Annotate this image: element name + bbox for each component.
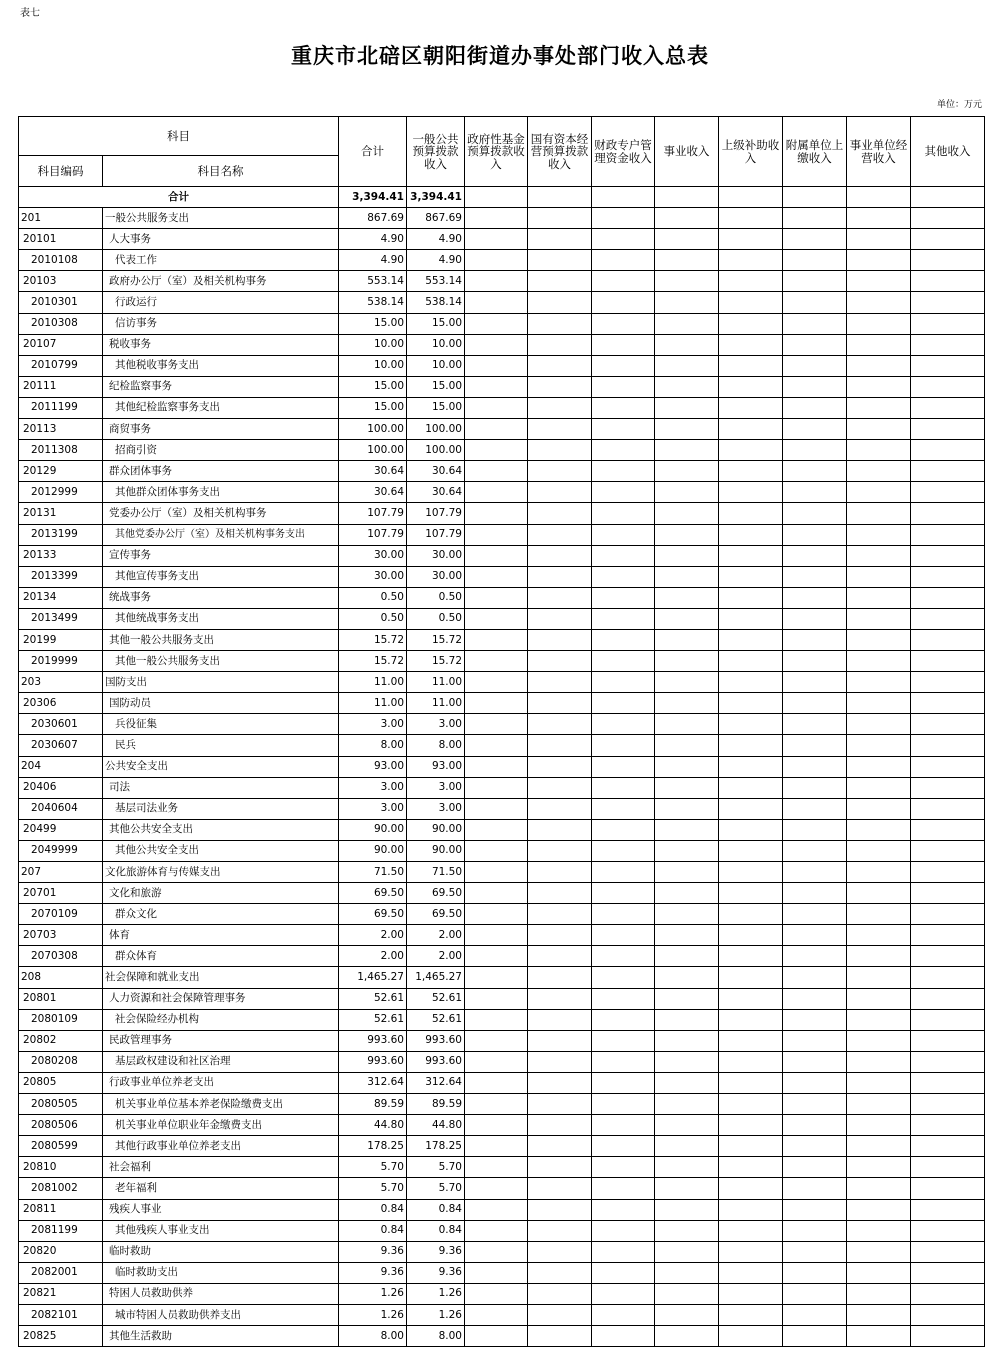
row-general: 107.79 [407, 503, 465, 524]
table-row [19, 1009, 985, 1030]
row-general: 3.00 [407, 714, 465, 735]
header-gov-fund: 政府性基金预算拨款收入 [465, 117, 528, 187]
row-name: 其他税收事务支出 [103, 355, 339, 376]
row-code: 2010799 [19, 355, 103, 376]
row-name: 文化和旅游 [103, 883, 339, 904]
row-total: 8.00 [339, 1326, 407, 1347]
row-general: 30.64 [407, 482, 465, 503]
row-total: 3.00 [339, 798, 407, 819]
row-code: 204 [19, 756, 103, 777]
row-name: 其他宣传事务支出 [103, 566, 339, 587]
table-row [19, 229, 985, 250]
row-code: 20701 [19, 883, 103, 904]
row-general: 30.00 [407, 566, 465, 587]
row-general: 8.00 [407, 1326, 465, 1347]
row-name: 社会保险经办机构 [103, 1009, 339, 1030]
row-code: 20131 [19, 503, 103, 524]
row-general: 8.00 [407, 735, 465, 756]
table-row [19, 1072, 985, 1093]
table-row [19, 419, 985, 440]
row-code: 2080599 [19, 1136, 103, 1157]
row-name: 行政运行 [103, 292, 339, 313]
total-row [19, 187, 985, 208]
row-name: 其他纪检监察事务支出 [103, 397, 339, 418]
row-general: 178.25 [407, 1136, 465, 1157]
table-row [19, 777, 985, 798]
row-code: 20111 [19, 376, 103, 397]
row-code: 2013499 [19, 608, 103, 629]
row-code: 20811 [19, 1199, 103, 1220]
table-row [19, 651, 985, 672]
row-total: 5.70 [339, 1157, 407, 1178]
row-name: 群众体育 [103, 946, 339, 967]
row-code: 2070308 [19, 946, 103, 967]
row-code: 20199 [19, 629, 103, 650]
row-total: 69.50 [339, 904, 407, 925]
header-special-fund: 财政专户管理资金收入 [592, 117, 655, 187]
row-total: 553.14 [339, 271, 407, 292]
row-name: 城市特困人员救助供养支出 [103, 1304, 339, 1325]
row-code: 208 [19, 967, 103, 988]
table-row [19, 566, 985, 587]
row-name: 国防支出 [103, 672, 339, 693]
row-general: 3.00 [407, 798, 465, 819]
row-general: 10.00 [407, 334, 465, 355]
row-total: 0.84 [339, 1220, 407, 1241]
row-code: 20825 [19, 1326, 103, 1347]
table-row [19, 1241, 985, 1262]
table-row [19, 967, 985, 988]
row-name: 商贸事务 [103, 419, 339, 440]
row-name: 其他统战事务支出 [103, 608, 339, 629]
row-general: 93.00 [407, 756, 465, 777]
row-total: 30.00 [339, 545, 407, 566]
row-general: 0.84 [407, 1220, 465, 1241]
row-code: 20703 [19, 925, 103, 946]
row-name: 公共安全支出 [103, 756, 339, 777]
row-general: 5.70 [407, 1157, 465, 1178]
header-operating: 事业单位经营收入 [847, 117, 911, 187]
header-subject: 科目 [19, 117, 339, 156]
row-general: 15.00 [407, 376, 465, 397]
row-general: 4.90 [407, 229, 465, 250]
row-general: 0.50 [407, 587, 465, 608]
row-general: 52.61 [407, 988, 465, 1009]
table-row [19, 904, 985, 925]
row-general: 89.59 [407, 1094, 465, 1115]
row-total: 52.61 [339, 1009, 407, 1030]
row-name: 文化旅游体育与传媒支出 [103, 862, 339, 883]
row-general: 9.36 [407, 1262, 465, 1283]
row-total: 2.00 [339, 925, 407, 946]
table-row [19, 672, 985, 693]
table-row [19, 334, 985, 355]
row-code: 2080505 [19, 1094, 103, 1115]
header-affiliated: 附属单位上缴收入 [783, 117, 847, 187]
table-row [19, 250, 985, 271]
table-row [19, 1304, 985, 1325]
row-name: 社会福利 [103, 1157, 339, 1178]
row-code: 201 [19, 208, 103, 229]
row-general: 15.72 [407, 651, 465, 672]
row-general: 100.00 [407, 419, 465, 440]
row-total: 15.72 [339, 629, 407, 650]
row-name: 特困人员救助供养 [103, 1283, 339, 1304]
row-total: 30.64 [339, 482, 407, 503]
row-general: 867.69 [407, 208, 465, 229]
row-general: 11.00 [407, 672, 465, 693]
row-code: 20103 [19, 271, 103, 292]
row-code: 2010308 [19, 313, 103, 334]
row-total: 15.00 [339, 376, 407, 397]
header-total: 合计 [339, 117, 407, 187]
row-general: 2.00 [407, 946, 465, 967]
row-general: 30.00 [407, 545, 465, 566]
row-name: 宣传事务 [103, 545, 339, 566]
header-superior-subsidy: 上级补助收入 [719, 117, 783, 187]
row-name: 其他生活救助 [103, 1326, 339, 1347]
row-total: 30.00 [339, 566, 407, 587]
row-general: 90.00 [407, 819, 465, 840]
table-row [19, 735, 985, 756]
row-code: 203 [19, 672, 103, 693]
row-name: 民政管理事务 [103, 1030, 339, 1051]
table-row [19, 714, 985, 735]
row-total: 10.00 [339, 355, 407, 376]
row-general: 71.50 [407, 862, 465, 883]
row-total: 10.00 [339, 334, 407, 355]
row-code: 2011199 [19, 397, 103, 418]
row-total: 9.36 [339, 1241, 407, 1262]
header-other: 其他收入 [911, 117, 985, 187]
row-name: 临时救助支出 [103, 1262, 339, 1283]
row-name: 群众团体事务 [103, 461, 339, 482]
table-row [19, 756, 985, 777]
row-code: 2080208 [19, 1051, 103, 1072]
page-title: 重庆市北碚区朝阳街道办事处部门收入总表 [291, 43, 709, 68]
row-name: 人力资源和社会保障管理事务 [103, 988, 339, 1009]
table-row [19, 208, 985, 229]
row-general: 4.90 [407, 250, 465, 271]
row-general: 15.00 [407, 313, 465, 334]
row-total: 312.64 [339, 1072, 407, 1093]
row-code: 20406 [19, 777, 103, 798]
row-total: 93.00 [339, 756, 407, 777]
row-code: 20133 [19, 545, 103, 566]
row-total: 107.79 [339, 503, 407, 524]
table-row [19, 946, 985, 967]
table-row [19, 1136, 985, 1157]
row-code: 20499 [19, 819, 103, 840]
table-row [19, 1051, 985, 1072]
row-name: 民兵 [103, 735, 339, 756]
table-row [19, 798, 985, 819]
row-total: 90.00 [339, 819, 407, 840]
row-general: 2.00 [407, 925, 465, 946]
row-general: 0.84 [407, 1199, 465, 1220]
row-name: 机关事业单位基本养老保险缴费支出 [103, 1094, 339, 1115]
row-total: 0.50 [339, 608, 407, 629]
table-row [19, 819, 985, 840]
row-code: 2070109 [19, 904, 103, 925]
row-code: 20134 [19, 587, 103, 608]
row-name: 信访事务 [103, 313, 339, 334]
header-name: 科目名称 [103, 156, 339, 187]
row-total: 178.25 [339, 1136, 407, 1157]
table-row [19, 693, 985, 714]
row-code: 20820 [19, 1241, 103, 1262]
row-name: 兵役征集 [103, 714, 339, 735]
table-row [19, 1262, 985, 1283]
row-total: 2.00 [339, 946, 407, 967]
row-name: 其他群众团体事务支出 [103, 482, 339, 503]
row-total: 0.84 [339, 1199, 407, 1220]
row-code: 2081002 [19, 1178, 103, 1199]
row-general: 993.60 [407, 1030, 465, 1051]
row-code: 2082101 [19, 1304, 103, 1325]
table-row [19, 1326, 985, 1347]
row-name: 一般公共服务支出 [103, 208, 339, 229]
header-state-capital: 国有资本经营预算拨款收入 [528, 117, 592, 187]
row-total: 3.00 [339, 714, 407, 735]
table-row [19, 524, 985, 545]
row-code: 2030607 [19, 735, 103, 756]
table-row [19, 883, 985, 904]
row-code: 20113 [19, 419, 103, 440]
row-total: 1,465.27 [339, 967, 407, 988]
row-name: 残疾人事业 [103, 1199, 339, 1220]
row-name: 统战事务 [103, 587, 339, 608]
row-general: 69.50 [407, 883, 465, 904]
table-row [19, 587, 985, 608]
header-general-budget: 一般公共预算拨款收入 [407, 117, 465, 187]
row-general: 993.60 [407, 1051, 465, 1072]
row-total: 100.00 [339, 440, 407, 461]
table-row [19, 1157, 985, 1178]
total-general: 3,394.41 [407, 187, 465, 208]
row-total: 90.00 [339, 840, 407, 861]
row-name: 其他行政事业单位养老支出 [103, 1136, 339, 1157]
unit-label: 单位：万元 [936, 100, 982, 110]
table-row [19, 1094, 985, 1115]
row-name: 临时救助 [103, 1241, 339, 1262]
row-code: 2010108 [19, 250, 103, 271]
row-code: 2030601 [19, 714, 103, 735]
row-total: 867.69 [339, 208, 407, 229]
row-general: 15.72 [407, 629, 465, 650]
row-code: 207 [19, 862, 103, 883]
row-general: 107.79 [407, 524, 465, 545]
table-row [19, 545, 985, 566]
income-summary-table [18, 116, 985, 1347]
row-total: 5.70 [339, 1178, 407, 1199]
row-name: 党委办公厅（室）及相关机构事务 [103, 503, 339, 524]
row-code: 20101 [19, 229, 103, 250]
row-name: 其他公共安全支出 [103, 840, 339, 861]
row-general: 1.26 [407, 1304, 465, 1325]
row-code: 20810 [19, 1157, 103, 1178]
table-row [19, 355, 985, 376]
row-total: 11.00 [339, 672, 407, 693]
total-sum: 3,394.41 [339, 187, 407, 208]
row-general: 9.36 [407, 1241, 465, 1262]
row-code: 2040604 [19, 798, 103, 819]
row-name: 老年福利 [103, 1178, 339, 1199]
row-total: 993.60 [339, 1030, 407, 1051]
row-total: 44.80 [339, 1115, 407, 1136]
row-total: 69.50 [339, 883, 407, 904]
row-total: 4.90 [339, 229, 407, 250]
row-code: 2082001 [19, 1262, 103, 1283]
row-general: 538.14 [407, 292, 465, 313]
row-total: 9.36 [339, 1262, 407, 1283]
table-row [19, 503, 985, 524]
row-general: 52.61 [407, 1009, 465, 1030]
row-name: 政府办公厅（室）及相关机构事务 [103, 271, 339, 292]
row-total: 538.14 [339, 292, 407, 313]
row-code: 20107 [19, 334, 103, 355]
row-general: 3.00 [407, 777, 465, 798]
row-total: 15.72 [339, 651, 407, 672]
row-total: 71.50 [339, 862, 407, 883]
row-general: 30.64 [407, 461, 465, 482]
table-row [19, 862, 985, 883]
row-name: 体育 [103, 925, 339, 946]
row-total: 1.26 [339, 1283, 407, 1304]
row-name: 税收事务 [103, 334, 339, 355]
row-total: 30.64 [339, 461, 407, 482]
row-general: 44.80 [407, 1115, 465, 1136]
row-code: 2013199 [19, 524, 103, 545]
table-row [19, 292, 985, 313]
table-row [19, 482, 985, 503]
row-name: 人大事务 [103, 229, 339, 250]
row-name: 其他残疾人事业支出 [103, 1220, 339, 1241]
row-code: 20802 [19, 1030, 103, 1051]
row-total: 993.60 [339, 1051, 407, 1072]
table-row [19, 1220, 985, 1241]
row-general: 100.00 [407, 440, 465, 461]
table-row [19, 925, 985, 946]
table-row [19, 1115, 985, 1136]
row-code: 2080506 [19, 1115, 103, 1136]
table-row [19, 1283, 985, 1304]
row-code: 20805 [19, 1072, 103, 1093]
row-general: 69.50 [407, 904, 465, 925]
table-row [19, 608, 985, 629]
row-name: 其他一般公共服务支出 [103, 629, 339, 650]
row-general: 1,465.27 [407, 967, 465, 988]
row-total: 0.50 [339, 587, 407, 608]
total-label: 合计 [19, 187, 339, 208]
row-total: 52.61 [339, 988, 407, 1009]
row-total: 100.00 [339, 419, 407, 440]
row-code: 2013399 [19, 566, 103, 587]
row-total: 4.90 [339, 250, 407, 271]
row-code: 2012999 [19, 482, 103, 503]
table-number-label: 表七 [20, 8, 40, 19]
row-name: 司法 [103, 777, 339, 798]
table-row [19, 840, 985, 861]
row-name: 行政事业单位养老支出 [103, 1072, 339, 1093]
table-row [19, 1030, 985, 1051]
row-code: 20821 [19, 1283, 103, 1304]
row-code: 20306 [19, 693, 103, 714]
row-name: 国防动员 [103, 693, 339, 714]
row-general: 11.00 [407, 693, 465, 714]
row-total: 15.00 [339, 313, 407, 334]
row-name: 机关事业单位职业年金缴费支出 [103, 1115, 339, 1136]
row-general: 1.26 [407, 1283, 465, 1304]
header-code: 科目编码 [19, 156, 103, 187]
row-name: 代表工作 [103, 250, 339, 271]
table-row [19, 1178, 985, 1199]
row-name: 群众文化 [103, 904, 339, 925]
row-name: 纪检监察事务 [103, 376, 339, 397]
row-total: 8.00 [339, 735, 407, 756]
header-business-income: 事业收入 [655, 117, 719, 187]
table-row [19, 271, 985, 292]
row-general: 10.00 [407, 355, 465, 376]
row-total: 3.00 [339, 777, 407, 798]
row-code: 20129 [19, 461, 103, 482]
row-general: 5.70 [407, 1178, 465, 1199]
row-general: 0.50 [407, 608, 465, 629]
table-row [19, 461, 985, 482]
row-general: 553.14 [407, 271, 465, 292]
row-total: 1.26 [339, 1304, 407, 1325]
table-row [19, 1199, 985, 1220]
row-name: 社会保障和就业支出 [103, 967, 339, 988]
row-name: 其他一般公共服务支出 [103, 651, 339, 672]
row-name: 招商引资 [103, 440, 339, 461]
row-general: 15.00 [407, 397, 465, 418]
row-code: 2080109 [19, 1009, 103, 1030]
row-total: 107.79 [339, 524, 407, 545]
row-code: 2010301 [19, 292, 103, 313]
row-name: 基层司法业务 [103, 798, 339, 819]
row-name: 其他公共安全支出 [103, 819, 339, 840]
table-row [19, 397, 985, 418]
row-name: 其他党委办公厅（室）及相关机构事务支出 [103, 524, 339, 545]
row-total: 89.59 [339, 1094, 407, 1115]
table-row [19, 440, 985, 461]
table-row [19, 629, 985, 650]
table-row [19, 376, 985, 397]
row-general: 90.00 [407, 840, 465, 861]
row-total: 15.00 [339, 397, 407, 418]
row-code: 20801 [19, 988, 103, 1009]
row-code: 2049999 [19, 840, 103, 861]
row-total: 11.00 [339, 693, 407, 714]
table-row [19, 988, 985, 1009]
row-code: 2011308 [19, 440, 103, 461]
row-name: 基层政权建设和社区治理 [103, 1051, 339, 1072]
row-code: 2019999 [19, 651, 103, 672]
table-row [19, 313, 985, 334]
row-code: 2081199 [19, 1220, 103, 1241]
row-general: 312.64 [407, 1072, 465, 1093]
